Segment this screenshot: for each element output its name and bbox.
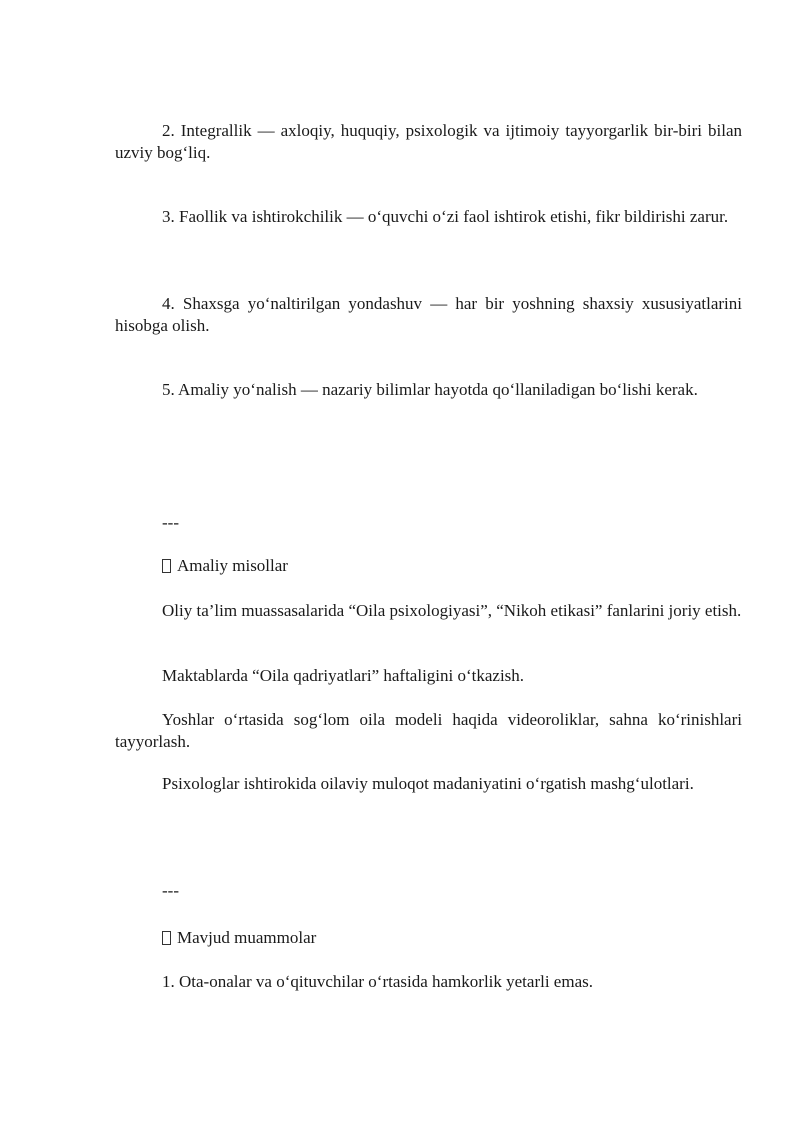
principle-amaliy-yonalish: 5. Amaliy yo‘nalish — nazariy bilimlar hayotda qo‘llaniladigan bo‘lishi kerak.: [162, 380, 698, 399]
placeholder-glyph-icon: [162, 931, 171, 945]
section-heading-problems: [162, 927, 316, 949]
placeholder-glyph-icon: [162, 559, 171, 573]
separator-line: ---: [162, 513, 179, 532]
section-heading-examples: [162, 555, 288, 577]
principle-faollik: 3. Faollik va ishtirokchilik — o‘quvchi o‘zi faol ishtirok etishi, fikr bildirishi zarur.: [162, 207, 729, 226]
principle-shaxsga-yonaltirilgan: 4. Shaxsga yo‘naltirilgan yondashuv — har bir yoshning shaxsiy xususiyatlarini hisobga olish.: [115, 294, 742, 335]
section-heading-examples-text: Amaliy misollar: [177, 556, 288, 575]
section-heading-problems-text: Mavjud muammolar: [177, 928, 317, 947]
principle-integrallik: 2. Integrallik — axloqiy, huquqiy, psixologik va ijtimoiy tayyorgarlik bir-biri bilan uzviy bog‘liq.: [115, 121, 742, 162]
example-item: Maktablarda “Oila qadriyatlari” haftaligini o‘tkazish.: [162, 666, 525, 685]
example-item: Psixologlar ishtirokida oilaviy muloqot madaniyatini o‘rgatish mashg‘ulotlari.: [162, 774, 694, 793]
separator-line: ---: [162, 881, 179, 900]
problem-item: 1. Ota-onalar va o‘qituvchilar o‘rtasida hamkorlik yetarli emas.: [162, 972, 593, 991]
example-item: Yoshlar o‘rtasida sog‘lom oila modeli haqida videoroliklar, sahna ko‘rinishlari tayyorlash.: [115, 710, 742, 751]
example-item: Oliy ta’lim muassasalarida “Oila psixologiyasi”, “Nikoh etikasi” fanlarini joriy etish.: [162, 601, 742, 620]
